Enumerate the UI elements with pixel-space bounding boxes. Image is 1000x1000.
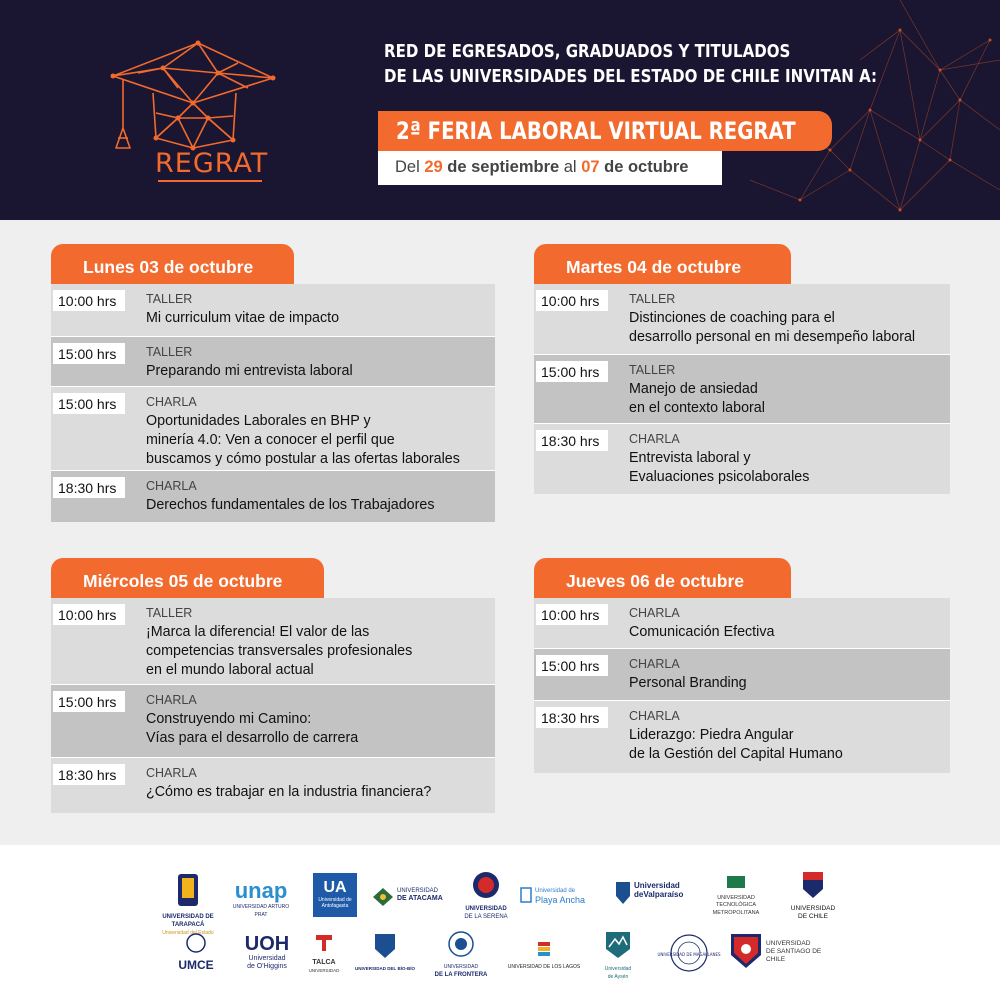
session-time: 15:00 hrs	[53, 393, 125, 414]
logo-u-ohiggins: UOH Universidad de O'Higgins	[244, 933, 290, 970]
session-title: Oportunidades Laborales en BHP y minería 4.0: Ven a conocer el perfil que buscamos y cómo postular a las ofertas laborales	[146, 413, 460, 467]
session-row	[51, 598, 495, 685]
session-title: ¿Cómo es trabajar en la industria financiera?	[146, 784, 432, 800]
logo-unap: unap UNIVERSIDAD ARTURO PRAT	[232, 878, 290, 918]
session-type: TALLER	[146, 345, 193, 359]
session-time: 10:00 hrs	[53, 604, 125, 625]
session-time: 10:00 hrs	[536, 604, 608, 625]
logo-u-antofagasta: UA Universidad de Antofagasta	[313, 873, 357, 917]
session-title: Manejo de ansiedad en el contexto laboral	[629, 381, 765, 416]
session-type: TALLER	[146, 292, 193, 306]
session-type: TALLER	[629, 363, 676, 377]
logo-u-la-serena: UNIVERSIDAD DE LA SERENA	[458, 871, 514, 921]
session-list	[534, 284, 950, 494]
logo-u-tarapaca: UNIVERSIDAD DE TARAPACÁ Universidad del Estado	[148, 873, 228, 937]
session-row	[51, 685, 495, 758]
logo-usach: UNIVERSIDAD DE SANTIAGO DE CHILE	[730, 933, 830, 969]
session-row	[51, 337, 495, 387]
session-row	[51, 387, 495, 471]
logo-u-playa-ancha: Universidad de Playa Ancha	[520, 887, 596, 905]
session-title: Derechos fundamentales de los Trabajadores	[146, 497, 435, 513]
session-time: 18:30 hrs	[536, 707, 608, 728]
session-title: Entrevista laboral y Evaluaciones psicolaborales	[629, 450, 810, 485]
logo-u-magallanes	[657, 933, 721, 979]
university-logos-footer	[0, 845, 1000, 1000]
session-title: Liderazgo: Piedra Angular de la Gestión del Capital Humano	[629, 727, 843, 762]
logo-u-valparaiso: Universidad deValparaíso	[615, 881, 689, 905]
logo-wordmark: REGRAT	[155, 148, 269, 179]
session-row	[534, 424, 950, 494]
session-title: Personal Branding	[629, 675, 747, 691]
session-time: 15:00 hrs	[53, 343, 125, 364]
session-time: 10:00 hrs	[53, 290, 125, 311]
session-list	[534, 598, 950, 773]
event-date: Del 29 de septiembre al 07 de octubre	[395, 158, 689, 176]
logo-u-atacama: UNIVERSIDAD DE ATACAMA	[372, 887, 454, 907]
session-title: Construyendo mi Camino: Vías para el desarrollo de carrera	[146, 711, 359, 746]
session-time: 18:30 hrs	[53, 477, 125, 498]
session-type: TALLER	[146, 606, 193, 620]
session-title: Distinciones de coaching para el desarrollo personal en mi desempeño laboral	[629, 310, 916, 345]
session-type: CHARLA	[629, 606, 680, 620]
session-type: CHARLA	[629, 657, 680, 671]
logo-u-los-lagos: UNIVERSIDAD DE LOS LAGOS	[506, 941, 582, 971]
session-type: CHARLA	[146, 479, 197, 493]
logo-u-bio-bio: UNIVERSIDAD DEL BÍO-BÍO	[350, 933, 420, 973]
session-list	[51, 598, 495, 813]
session-time: 18:30 hrs	[53, 764, 125, 785]
header-title-line-2: DE LAS UNIVERSIDADES DEL ESTADO DE CHILE INVITAN A:	[384, 67, 878, 87]
logo-underline	[158, 180, 262, 182]
session-type: CHARLA	[629, 432, 680, 446]
day-title: Lunes 03 de octubre	[51, 244, 294, 286]
session-title: Preparando mi entrevista laboral	[146, 363, 353, 379]
session-title: Mi curriculum vitae de impacto	[146, 310, 340, 326]
session-title: ¡Marca la diferencia! El valor de las competencias transversales profesionales en el mundo laboral actual	[146, 624, 413, 678]
logo-u-la-frontera: UNIVERSIDAD DE LA FRONTERA	[430, 931, 492, 979]
session-row	[534, 355, 950, 424]
logo-utem: UNIVERSIDAD TECNOLÓGICA METROPOLITANA	[700, 875, 772, 917]
session-row	[534, 284, 950, 355]
session-row	[534, 649, 950, 701]
day-title: Jueves 06 de octubre	[534, 558, 791, 600]
logo-u-chile: UNIVERSIDAD DE CHILE	[785, 871, 841, 921]
session-row	[534, 598, 950, 649]
session-row	[51, 758, 495, 813]
session-type: CHARLA	[146, 395, 197, 409]
svg-text:UNIVERSIDAD DE MAGALLANES: UNIVERSIDAD DE MAGALLANES	[657, 952, 721, 957]
logo-u-talca: TALCA UNIVERSIDAD	[304, 933, 344, 975]
schedule-area	[0, 220, 1000, 845]
day-title: Martes 04 de octubre	[534, 244, 791, 286]
session-time: 15:00 hrs	[536, 655, 608, 676]
day-title: Miércoles 05 de octubre	[51, 558, 324, 600]
session-row	[51, 471, 495, 522]
session-type: CHARLA	[629, 709, 680, 723]
session-list	[51, 284, 495, 522]
session-type: CHARLA	[146, 766, 197, 780]
session-time: 18:30 hrs	[536, 430, 608, 451]
session-time: 10:00 hrs	[536, 290, 608, 311]
session-time: 15:00 hrs	[536, 361, 608, 382]
session-type: CHARLA	[146, 693, 197, 707]
header-banner	[0, 0, 1000, 220]
session-title: Comunicación Efectiva	[629, 624, 775, 640]
event-title: 2ª FERIA LABORAL VIRTUAL REGRAT	[396, 117, 796, 145]
logo-umce: UMCE	[176, 933, 216, 972]
session-type: TALLER	[629, 292, 676, 306]
session-row	[51, 284, 495, 337]
session-row	[534, 701, 950, 773]
logo-u-aysen: Universidad de Aysén	[596, 931, 640, 981]
header-title-line-1: RED DE EGRESADOS, GRADUADOS Y TITULADOS	[384, 42, 791, 62]
session-time: 15:00 hrs	[53, 691, 125, 712]
